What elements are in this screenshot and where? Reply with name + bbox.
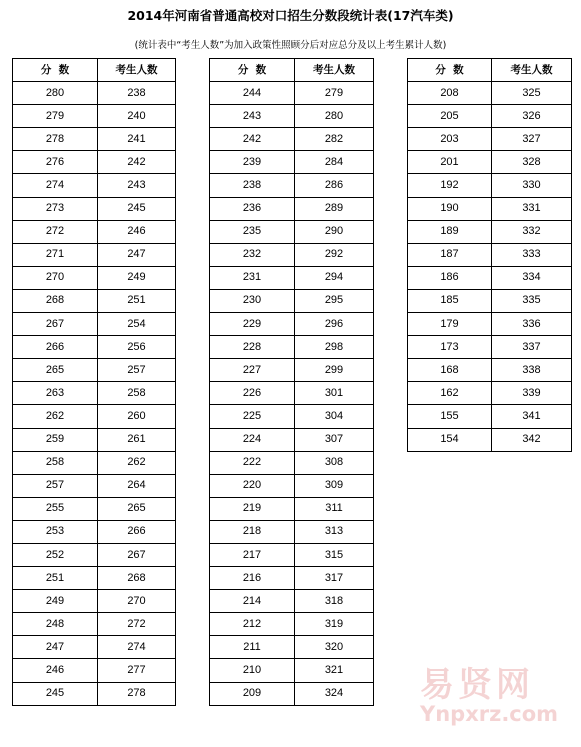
score-cell: 257 xyxy=(13,474,98,497)
table-row xyxy=(408,289,572,312)
table-row xyxy=(408,336,572,359)
table-row xyxy=(210,82,374,105)
table-row xyxy=(13,613,176,636)
table-row xyxy=(210,590,374,613)
table-row xyxy=(210,105,374,128)
table-row xyxy=(13,682,176,705)
table-row xyxy=(210,543,374,566)
page-title: 2014年河南省普通高校对口招生分数段统计表(17汽车类) xyxy=(127,8,454,23)
table-row xyxy=(408,128,572,151)
score-cell: 192 xyxy=(408,174,492,197)
table-row xyxy=(210,197,374,220)
score-cell: 267 xyxy=(13,313,98,336)
count-cell: 266 xyxy=(98,520,176,543)
count-cell: 241 xyxy=(98,128,176,151)
count-cell: 251 xyxy=(98,289,176,312)
table-row xyxy=(210,428,374,451)
count-cell: 327 xyxy=(492,128,572,151)
count-cell: 335 xyxy=(492,289,572,312)
score-cell: 179 xyxy=(408,313,492,336)
table-row xyxy=(13,659,176,682)
score-cell: 258 xyxy=(13,451,98,474)
table-row xyxy=(13,220,176,243)
score-cell: 273 xyxy=(13,197,98,220)
table-row xyxy=(13,82,176,105)
score-cell: 251 xyxy=(13,567,98,590)
table-row xyxy=(408,266,572,289)
table-row xyxy=(13,520,176,543)
count-cell: 301 xyxy=(295,382,374,405)
count-cell: 339 xyxy=(492,382,572,405)
score-table-2 xyxy=(209,58,374,706)
score-cell: 236 xyxy=(210,197,295,220)
count-cell: 342 xyxy=(492,428,572,451)
table-row xyxy=(13,474,176,497)
count-cell: 338 xyxy=(492,359,572,382)
count-cell: 238 xyxy=(98,82,176,105)
score-cell: 271 xyxy=(13,243,98,266)
table-row xyxy=(210,151,374,174)
score-cell: 231 xyxy=(210,266,295,289)
count-cell: 325 xyxy=(492,82,572,105)
table-row xyxy=(408,428,572,451)
table-row xyxy=(210,636,374,659)
count-cell: 296 xyxy=(295,313,374,336)
count-cell: 324 xyxy=(295,682,374,705)
score-cell: 226 xyxy=(210,382,295,405)
score-cell: 210 xyxy=(210,659,295,682)
score-cell: 205 xyxy=(408,105,492,128)
table-row xyxy=(13,197,176,220)
score-cell: 255 xyxy=(13,497,98,520)
count-cell: 247 xyxy=(98,243,176,266)
count-cell: 284 xyxy=(295,151,374,174)
score-cell: 246 xyxy=(13,659,98,682)
score-cell: 235 xyxy=(210,220,295,243)
count-cell: 268 xyxy=(98,567,176,590)
score-cell: 239 xyxy=(210,151,295,174)
count-cell: 249 xyxy=(98,266,176,289)
count-cell: 337 xyxy=(492,336,572,359)
count-cell: 242 xyxy=(98,151,176,174)
score-cell: 220 xyxy=(210,474,295,497)
count-cell: 328 xyxy=(492,151,572,174)
page-subtitle: (统计表中“考生人数”为加入政策性照顾分后对应总分及以上考生累计人数) xyxy=(134,40,447,51)
table-row xyxy=(13,105,176,128)
table-row xyxy=(13,405,176,428)
table-row xyxy=(210,266,374,289)
score-cell: 252 xyxy=(13,543,98,566)
score-cell: 168 xyxy=(408,359,492,382)
column-header-score: 分 数 xyxy=(210,59,295,82)
score-table-3 xyxy=(407,58,572,452)
score-cell: 214 xyxy=(210,590,295,613)
count-cell: 254 xyxy=(98,313,176,336)
table-row xyxy=(210,359,374,382)
score-cell: 259 xyxy=(13,428,98,451)
table-row xyxy=(408,313,572,336)
count-cell: 330 xyxy=(492,174,572,197)
table-row xyxy=(210,682,374,705)
table-row xyxy=(13,128,176,151)
table-row xyxy=(13,243,176,266)
score-cell: 248 xyxy=(13,613,98,636)
score-cell: 201 xyxy=(408,151,492,174)
table-row xyxy=(13,543,176,566)
score-cell: 216 xyxy=(210,567,295,590)
count-cell: 298 xyxy=(295,336,374,359)
count-cell: 245 xyxy=(98,197,176,220)
count-cell: 315 xyxy=(295,543,374,566)
score-cell: 245 xyxy=(13,682,98,705)
score-cell: 154 xyxy=(408,428,492,451)
table-row xyxy=(13,359,176,382)
count-cell: 334 xyxy=(492,266,572,289)
count-cell: 309 xyxy=(295,474,374,497)
table-row xyxy=(408,197,572,220)
score-cell: 162 xyxy=(408,382,492,405)
table-row xyxy=(210,336,374,359)
score-cell: 276 xyxy=(13,151,98,174)
table-row xyxy=(408,105,572,128)
table-row xyxy=(210,567,374,590)
score-cell: 268 xyxy=(13,289,98,312)
count-cell: 341 xyxy=(492,405,572,428)
count-cell: 294 xyxy=(295,266,374,289)
table-row xyxy=(210,613,374,636)
count-cell: 290 xyxy=(295,220,374,243)
score-cell: 217 xyxy=(210,543,295,566)
count-cell: 295 xyxy=(295,289,374,312)
score-cell: 228 xyxy=(210,336,295,359)
count-cell: 279 xyxy=(295,82,374,105)
score-cell: 242 xyxy=(210,128,295,151)
table-row xyxy=(210,220,374,243)
table-row xyxy=(13,174,176,197)
score-cell: 203 xyxy=(408,128,492,151)
table-row xyxy=(408,382,572,405)
count-cell: 246 xyxy=(98,220,176,243)
count-cell: 243 xyxy=(98,174,176,197)
table-row xyxy=(210,451,374,474)
score-cell: 222 xyxy=(210,451,295,474)
count-cell: 321 xyxy=(295,659,374,682)
table-row xyxy=(210,520,374,543)
count-cell: 320 xyxy=(295,636,374,659)
score-cell: 186 xyxy=(408,266,492,289)
score-cell: 274 xyxy=(13,174,98,197)
count-cell: 240 xyxy=(98,105,176,128)
score-cell: 224 xyxy=(210,428,295,451)
score-cell: 262 xyxy=(13,405,98,428)
column-header-score: 分 数 xyxy=(408,59,492,82)
column-header-count: 考生人数 xyxy=(492,59,572,82)
table-row xyxy=(13,336,176,359)
table-row xyxy=(210,382,374,405)
column-header-count: 考生人数 xyxy=(295,59,374,82)
table-row xyxy=(13,266,176,289)
table-row xyxy=(210,474,374,497)
score-cell: 229 xyxy=(210,313,295,336)
score-cell: 244 xyxy=(210,82,295,105)
count-cell: 267 xyxy=(98,543,176,566)
count-cell: 331 xyxy=(492,197,572,220)
score-cell: 280 xyxy=(13,82,98,105)
column-header-score: 分 数 xyxy=(13,59,98,82)
count-cell: 274 xyxy=(98,636,176,659)
count-cell: 313 xyxy=(295,520,374,543)
column-header-count: 考生人数 xyxy=(98,59,176,82)
table-row xyxy=(13,567,176,590)
score-cell: 263 xyxy=(13,382,98,405)
table-row xyxy=(408,220,572,243)
count-cell: 272 xyxy=(98,613,176,636)
score-cell: 265 xyxy=(13,359,98,382)
score-cell: 253 xyxy=(13,520,98,543)
score-cell: 272 xyxy=(13,220,98,243)
table-row xyxy=(408,151,572,174)
count-cell: 317 xyxy=(295,567,374,590)
score-cell: 218 xyxy=(210,520,295,543)
table-row xyxy=(210,128,374,151)
score-cell: 208 xyxy=(408,82,492,105)
count-cell: 308 xyxy=(295,451,374,474)
watermark-text-cn: 易贤网 xyxy=(420,665,534,705)
count-cell: 286 xyxy=(295,174,374,197)
count-cell: 261 xyxy=(98,428,176,451)
watermark-logo xyxy=(420,665,580,726)
table-row xyxy=(210,497,374,520)
score-cell: 209 xyxy=(210,682,295,705)
count-cell: 304 xyxy=(295,405,374,428)
score-cell: 238 xyxy=(210,174,295,197)
table-row xyxy=(408,174,572,197)
table-row xyxy=(13,451,176,474)
count-cell: 264 xyxy=(98,474,176,497)
count-cell: 257 xyxy=(98,359,176,382)
count-cell: 256 xyxy=(98,336,176,359)
count-cell: 265 xyxy=(98,497,176,520)
count-cell: 332 xyxy=(492,220,572,243)
table-row xyxy=(210,659,374,682)
table-row xyxy=(408,359,572,382)
score-cell: 279 xyxy=(13,105,98,128)
count-cell: 270 xyxy=(98,590,176,613)
table-row xyxy=(13,428,176,451)
score-cell: 190 xyxy=(408,197,492,220)
table-row xyxy=(210,243,374,266)
score-cell: 247 xyxy=(13,636,98,659)
count-cell: 326 xyxy=(492,105,572,128)
count-cell: 289 xyxy=(295,197,374,220)
score-cell: 243 xyxy=(210,105,295,128)
count-cell: 258 xyxy=(98,382,176,405)
score-cell: 212 xyxy=(210,613,295,636)
table-row xyxy=(408,405,572,428)
score-cell: 189 xyxy=(408,220,492,243)
score-cell: 225 xyxy=(210,405,295,428)
table-row xyxy=(13,313,176,336)
table-row xyxy=(210,405,374,428)
count-cell: 299 xyxy=(295,359,374,382)
count-cell: 292 xyxy=(295,243,374,266)
score-cell: 211 xyxy=(210,636,295,659)
score-cell: 219 xyxy=(210,497,295,520)
score-cell: 187 xyxy=(408,243,492,266)
table-row xyxy=(13,382,176,405)
table-row xyxy=(210,174,374,197)
score-cell: 249 xyxy=(13,590,98,613)
score-cell: 278 xyxy=(13,128,98,151)
score-cell: 230 xyxy=(210,289,295,312)
score-cell: 227 xyxy=(210,359,295,382)
score-cell: 155 xyxy=(408,405,492,428)
table-row xyxy=(408,243,572,266)
score-cell: 173 xyxy=(408,336,492,359)
table-row xyxy=(210,289,374,312)
count-cell: 311 xyxy=(295,497,374,520)
score-cell: 270 xyxy=(13,266,98,289)
count-cell: 333 xyxy=(492,243,572,266)
score-cell: 266 xyxy=(13,336,98,359)
table-row xyxy=(13,151,176,174)
count-cell: 262 xyxy=(98,451,176,474)
count-cell: 307 xyxy=(295,428,374,451)
table-row xyxy=(408,82,572,105)
table-row xyxy=(13,289,176,312)
score-cell: 232 xyxy=(210,243,295,266)
count-cell: 277 xyxy=(98,659,176,682)
watermark-text-en: Ynpxrz.com xyxy=(420,702,559,726)
table-row xyxy=(13,497,176,520)
count-cell: 319 xyxy=(295,613,374,636)
count-cell: 336 xyxy=(492,313,572,336)
count-cell: 282 xyxy=(295,128,374,151)
table-row xyxy=(210,313,374,336)
table-row xyxy=(13,636,176,659)
score-table-1 xyxy=(12,58,176,706)
count-cell: 280 xyxy=(295,105,374,128)
table-row xyxy=(13,590,176,613)
count-cell: 260 xyxy=(98,405,176,428)
count-cell: 278 xyxy=(98,682,176,705)
count-cell: 318 xyxy=(295,590,374,613)
score-cell: 185 xyxy=(408,289,492,312)
